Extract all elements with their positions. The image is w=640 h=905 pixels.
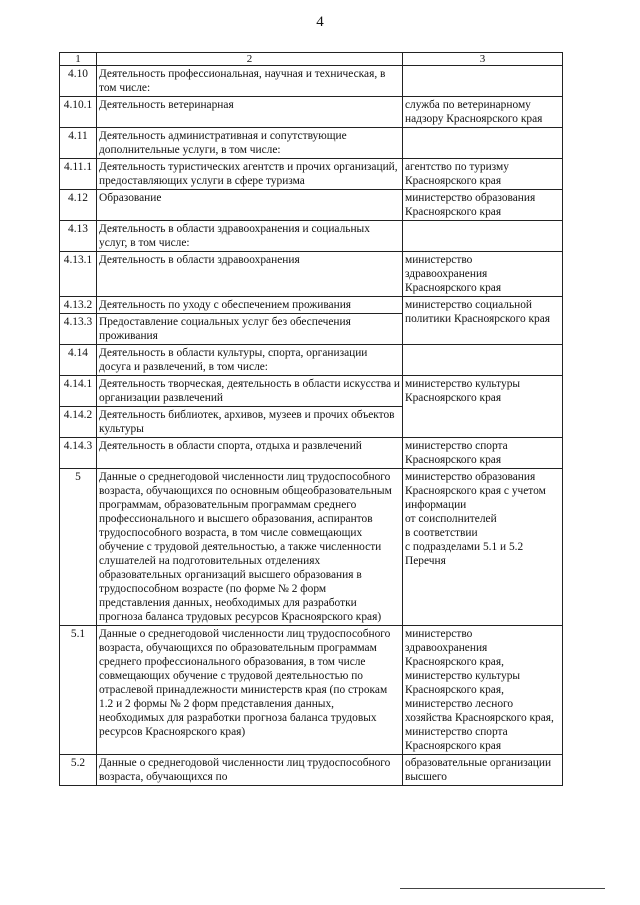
row-number: 4.13 xyxy=(60,221,97,252)
row-number: 4.10.1 xyxy=(60,97,97,128)
activity-cell: Деятельность туристических агентств и прочих организаций, предоставляющих услуги в сфере туризма xyxy=(97,159,403,190)
responsible-cell xyxy=(403,221,563,252)
responsible-text: министерство xyxy=(405,254,473,266)
responsible-cell xyxy=(403,438,563,469)
header-col-1: 1 xyxy=(60,53,97,66)
table-row xyxy=(60,159,563,190)
responsible-text: министерство образования Красноярского края xyxy=(405,192,536,218)
responsible-text: Красноярского края, xyxy=(405,656,504,668)
row-number: 5.1 xyxy=(60,626,97,755)
bottom-rule xyxy=(400,888,605,889)
row-number: 4.13.3 xyxy=(60,314,97,345)
responsible-text: Красноярского края xyxy=(405,282,502,294)
responsible-text: министерство xyxy=(405,628,473,640)
responsible-cell xyxy=(403,376,563,438)
responsible-cell xyxy=(403,190,563,221)
responsible-text: министерство лесного хозяйства Красноярского края, министерство спорта Красноярского края xyxy=(405,698,554,752)
row-number: 5 xyxy=(60,469,97,626)
row-number: 4.12 xyxy=(60,190,97,221)
activity-cell: Данные о среднегодовой численности лиц трудоспособного возраста, обучающихся по основным общеобразовательным программам, образовательным программам среднего профессионального и высшего образования, аспирантов трудоспособного возраста, в том числе совмещающих обучение с трудовой деятельностью, а также численности слушателей на подготовительных отделениях образовательных организаций высшего образования в трудоспособном возрасте (по форме № 2 форм представления данных, необходимых для разработки прогноза баланса трудовых ресурсов Красноярского края) xyxy=(97,469,403,626)
activity-cell: Деятельность в области спорта, отдыха и развлечений xyxy=(97,438,403,469)
responsible-text: с подразделами 5.1 и 5.2 Перечня xyxy=(405,541,524,567)
activity-cell: Деятельность в области здравоохранения и социальных услуг, в том числе: xyxy=(97,221,403,252)
row-number: 4.14.2 xyxy=(60,407,97,438)
responsible-text: министерство культуры xyxy=(405,670,521,682)
responsible-cell xyxy=(403,469,563,626)
header-col-3: 3 xyxy=(403,53,563,66)
responsible-text: здравоохранения xyxy=(405,642,488,654)
activity-cell: Деятельность библиотек, архивов, музеев и прочих объектов культуры xyxy=(97,407,403,438)
activity-cell: Данные о среднегодовой численности лиц трудоспособного возраста, обучающихся по образовательным программам среднего профессионального образования, в том числе совмещающих обучение с трудовой деятельностью по отраслевой принадлежности министерств края (по строкам 1.2 и 2 формы № 2 форм представления данных, необходимых для разработки прогноза баланса трудовых ресурсов Красноярского края) xyxy=(97,626,403,755)
responsible-text: министерство образования Красноярского края с учетом информации xyxy=(405,471,546,511)
row-number: 4.14.3 xyxy=(60,438,97,469)
row-number: 5.2 xyxy=(60,755,97,786)
table-row xyxy=(60,626,563,755)
table-row xyxy=(60,190,563,221)
table-row xyxy=(60,376,563,407)
responsible-text: в соответствии xyxy=(405,527,478,539)
activity-cell: Деятельность творческая, деятельность в области искусства и организации развлечений xyxy=(97,376,403,407)
responsible-text: от соисполнителей xyxy=(405,513,497,525)
responsible-text: министерство культуры Красноярского края xyxy=(405,378,521,404)
table-row xyxy=(60,297,563,314)
table-row xyxy=(60,128,563,159)
header-col-2: 2 xyxy=(97,53,403,66)
table-row xyxy=(60,755,563,786)
page-number: 4 xyxy=(316,14,324,30)
responsible-text: здравоохранения xyxy=(405,268,488,280)
row-number: 4.13.1 xyxy=(60,252,97,297)
table-row xyxy=(60,345,563,376)
row-number: 4.14 xyxy=(60,345,97,376)
activity-cell: Данные о среднегодовой численности лиц трудоспособного возраста, обучающихся по xyxy=(97,755,403,786)
table-row xyxy=(60,221,563,252)
responsible-cell xyxy=(403,66,563,97)
table-row xyxy=(60,97,563,128)
responsible-cell xyxy=(403,626,563,755)
table-row xyxy=(60,252,563,297)
responsible-cell xyxy=(403,97,563,128)
responsible-text: министерство социальной политики Красноярского края xyxy=(405,299,551,325)
activity-cell: Деятельность административная и сопутствующие дополнительные услуги, в том числе: xyxy=(97,128,403,159)
responsible-cell xyxy=(403,159,563,190)
activity-cell: Деятельность в области культуры, спорта, организации досуга и развлечений, в том числе: xyxy=(97,345,403,376)
responsible-text: министерство спорта Красноярского края xyxy=(405,440,508,466)
table-row xyxy=(60,66,563,97)
responsibility-table xyxy=(59,52,563,786)
responsible-text: служба по ветеринарному надзору Красноярского края xyxy=(405,99,543,125)
activity-cell: Деятельность профессиональная, научная и техническая, в том числе: xyxy=(97,66,403,97)
responsible-text: агентство по туризму Красноярского края xyxy=(405,161,509,187)
responsible-text: Красноярского края, xyxy=(405,684,504,696)
row-number: 4.10 xyxy=(60,66,97,97)
row-number: 4.14.1 xyxy=(60,376,97,407)
table-header-row xyxy=(60,53,563,66)
responsible-cell xyxy=(403,345,563,376)
row-number: 4.13.2 xyxy=(60,297,97,314)
activity-cell: Деятельность ветеринарная xyxy=(97,97,403,128)
table-row xyxy=(60,469,563,626)
responsible-cell xyxy=(403,297,563,345)
activity-cell: Образование xyxy=(97,190,403,221)
responsible-cell xyxy=(403,755,563,786)
responsible-text: образовательные организации высшего xyxy=(405,757,552,783)
responsible-cell xyxy=(403,128,563,159)
responsible-cell xyxy=(403,252,563,297)
row-number: 4.11 xyxy=(60,128,97,159)
table-row xyxy=(60,438,563,469)
activity-cell: Предоставление социальных услуг без обеспечения проживания xyxy=(97,314,403,345)
row-number: 4.11.1 xyxy=(60,159,97,190)
activity-cell: Деятельность в области здравоохранения xyxy=(97,252,403,297)
activity-cell: Деятельность по уходу с обеспечением проживания xyxy=(97,297,403,314)
